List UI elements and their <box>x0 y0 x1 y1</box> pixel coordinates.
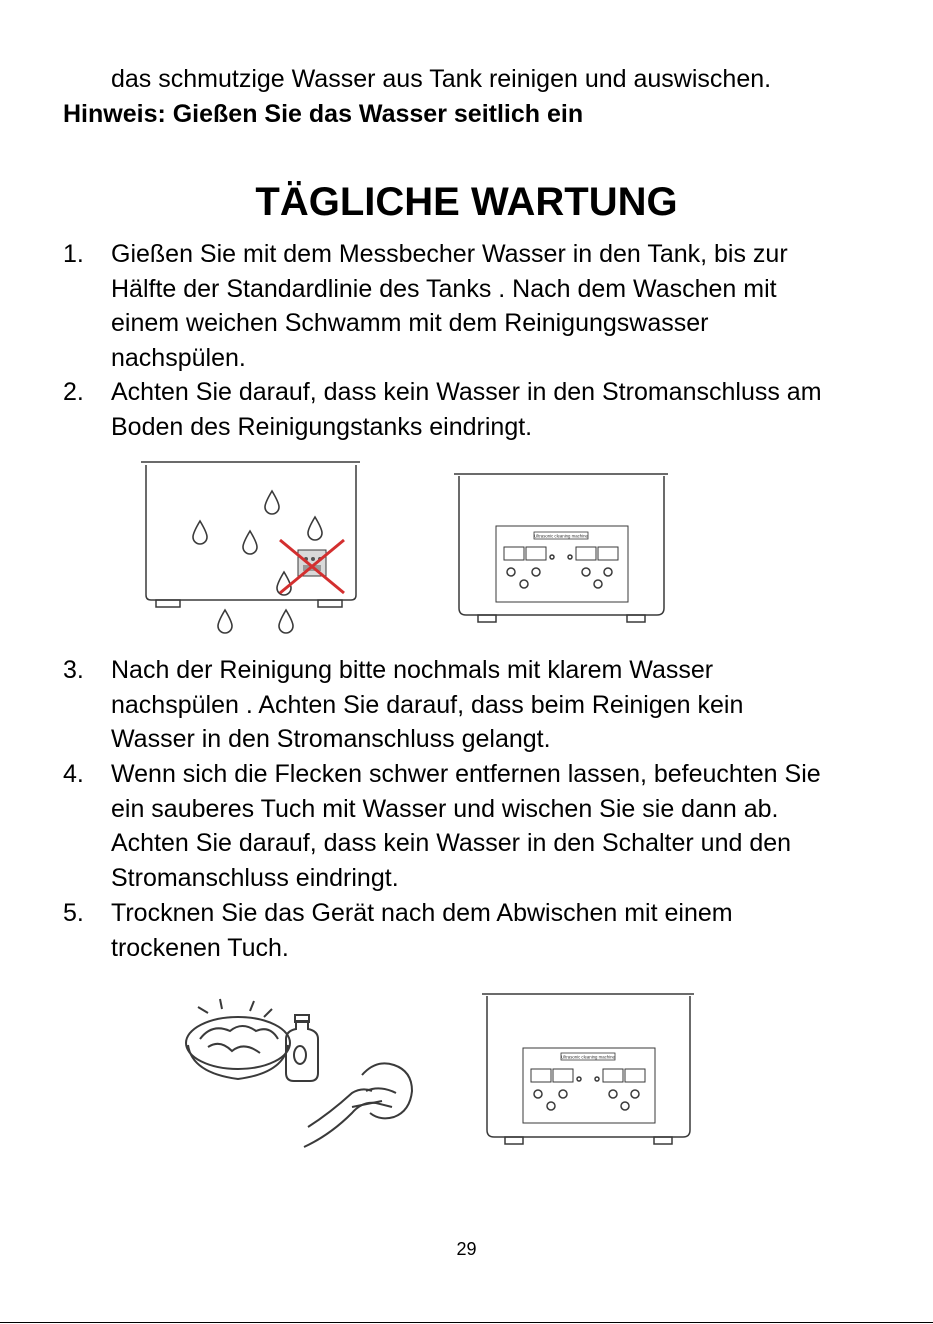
page-title: TÄGLICHE WARTUNG <box>255 180 678 224</box>
list-line: einem weichen Schwamm mit dem Reinigungswasser <box>111 309 709 338</box>
list-line: nachspülen. <box>111 343 246 372</box>
list-line: Trocknen Sie das Gerät nach dem Abwischen mit einem <box>111 899 733 927</box>
list-number: 5. <box>63 899 84 927</box>
panel-label: Ultrasonic cleaning machine <box>561 1054 615 1060</box>
list-line: Nach der Reinigung bitte nochmals mit klarem Wasser <box>111 656 714 684</box>
list-line: Achten Sie darauf, dass kein Wasser in den Schalter und den <box>111 829 792 858</box>
list-number: 1. <box>63 240 84 268</box>
list-line: Boden des Reinigungstanks eindringt. <box>111 412 533 441</box>
note-text: Hinweis: Gießen Sie das Wasser seitlich ein <box>63 100 584 128</box>
washing-bowl-icon <box>186 999 290 1079</box>
list-text <box>111 757 821 895</box>
ultrasonic-cleaner-illustration <box>480 990 695 1148</box>
list-line: Gießen Sie mit dem Messbecher Wasser in den Tank, bis zur <box>111 240 788 268</box>
hand-with-cloth-icon <box>304 1063 412 1147</box>
list-line: nachspülen . Achten Sie darauf, dass beim Reinigen kein <box>111 690 744 719</box>
list-text <box>111 237 788 375</box>
list-line: Stromanschluss eindringt. <box>111 863 399 892</box>
list-number: 3. <box>63 656 84 684</box>
list-line: ein sauberes Tuch mit Wasser und wischen Sie sie dann ab. <box>111 794 779 823</box>
cloth-wiping-illustration <box>180 995 420 1155</box>
power-socket-icon <box>298 550 326 576</box>
list-line: Wasser in den Stromanschluss gelangt. <box>111 725 551 754</box>
list-number: 2. <box>63 378 84 406</box>
detergent-bottle-icon <box>286 1015 318 1081</box>
list-text <box>111 896 733 965</box>
intro-line: das schmutzige Wasser aus Tank reinigen und auswischen. <box>111 65 772 93</box>
list-text <box>111 653 743 757</box>
list-line: trockenen Tuch. <box>111 933 289 962</box>
page-number: 29 <box>456 1239 477 1259</box>
list-line: Hälfte der Standardlinie des Tanks . Nach dem Waschen mit <box>111 274 777 303</box>
list-text <box>111 375 822 444</box>
ultrasonic-cleaner-illustration <box>452 470 670 625</box>
list-line: Wenn sich die Flecken schwer entfernen lassen, befeuchten Sie <box>111 760 821 788</box>
panel-label: Ultrasonic cleaning machine <box>534 533 588 539</box>
no-water-in-power-illustration <box>138 455 368 640</box>
bottom-divider <box>0 1322 933 1323</box>
red-cross-icon <box>280 540 344 593</box>
list-line: Achten Sie darauf, dass kein Wasser in den Stromanschluss am <box>111 378 822 406</box>
list-number: 4. <box>63 760 84 788</box>
